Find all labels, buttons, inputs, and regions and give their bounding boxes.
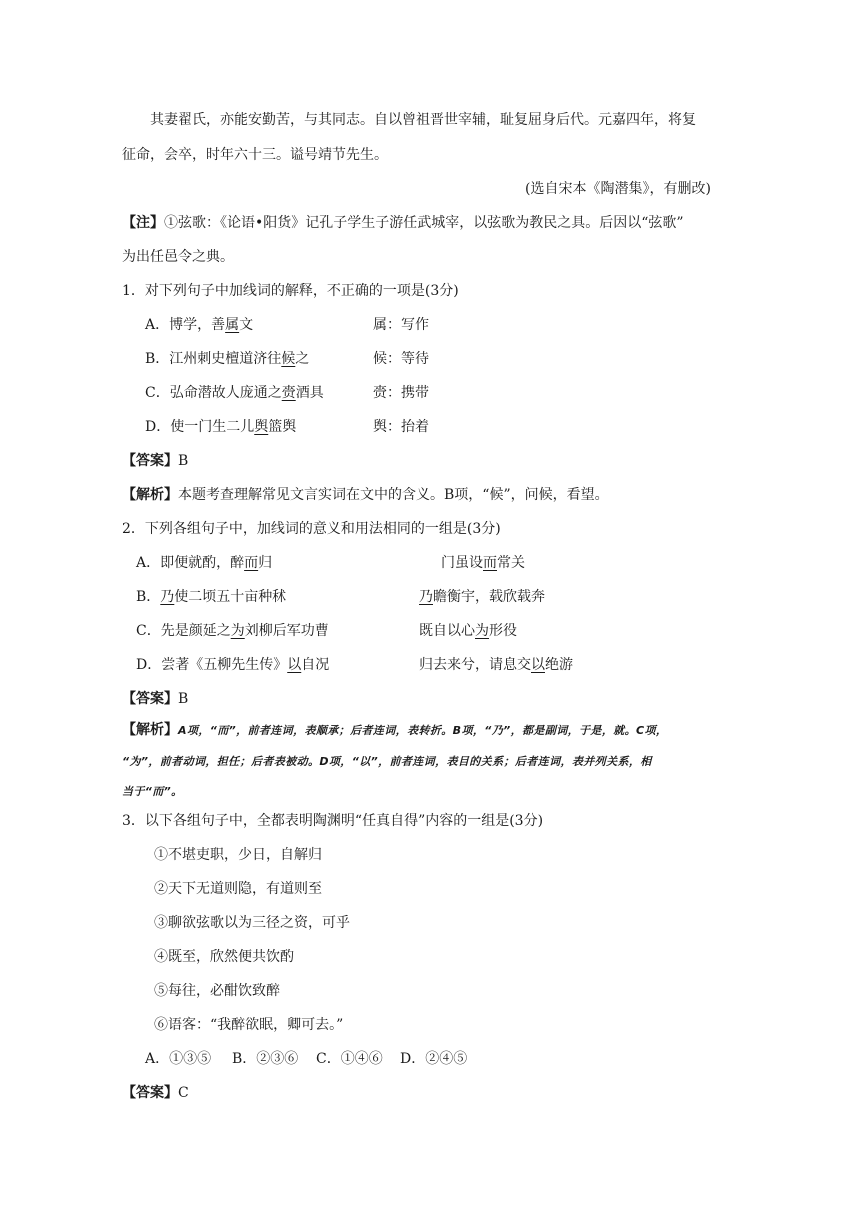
underlined-word: 以 [531,657,545,673]
q2-option-a-left: A．即便就酌，醉而归 [136,555,273,571]
q3-item-4: ④既至，欣然便共饮酌 [154,949,294,965]
q3-stem: 3．以下各组句子中，全都表明陶渊明“任真自得”内容的一组是(3分) [122,813,544,829]
underlined-word: 赍 [281,385,296,401]
underlined-word: 为 [230,623,245,639]
q3-item-5: ⑤每往，必酣饮致醉 [154,983,280,999]
q2-option-a-right: 门虽设而常关 [441,555,525,571]
q3-choice-c: C．①④⑥ [316,1051,383,1067]
analysis-text: A项，“而”，前者连词，表顺承；后者连词，表转折。B项，“乃”，都是副词，于是，就。C项， [178,724,668,737]
note-label: 【注】 [122,215,164,231]
answer-label: 【答案】 [122,691,178,707]
q3-item-6: ⑥语客：“我醉欲眠，卿可去。” [154,1017,344,1033]
underlined-word: 为 [475,623,489,639]
q2-answer [122,689,188,709]
q2-option-c-right: 既自以心为形役 [419,623,517,639]
answer-value: C [178,1085,189,1101]
q2-option-b-right: 乃瞻衡宇，载欣载奔 [419,589,545,605]
q1-option-b: B．江州刺史檀道济往候之 [145,351,310,367]
underlined-word: 乃 [419,589,433,605]
q3-choice-d: D．②④⑤ [400,1051,468,1067]
q3-answer [122,1083,189,1103]
q3-choice-a: A．①③⑤ [145,1051,212,1067]
analysis-text: 本题考查理解常见文言实词在文中的含义。B项，“候”，问候，看望。 [178,487,609,503]
q1-option-a: A．博学，善属文 [145,317,254,333]
note-text: ①弦歌：《论语•阳货》记孔子学生子游任武城宰，以弦歌为教民之具。后因以“弦歌” [164,215,684,231]
q2-option-d-right: 归去来兮，请息交以绝游 [419,657,573,673]
underlined-word: 舆 [254,419,269,435]
q1-analysis [122,485,609,505]
answer-value: B [178,453,189,469]
q1-option-b-gloss: 候：等待 [373,351,429,367]
q3-choice-b: B．②③⑥ [232,1051,299,1067]
passage-line-1: 其妻翟氏，亦能安勤苦，与其同志。自以曾祖晋世宰辅，耻复屈身后代。元嘉四年，将复 [150,112,696,128]
q2-option-d-left: D．尝著《五柳先生传》以自况 [136,657,330,673]
note-line-2: 为出任邑令之典。 [122,249,234,265]
q2-option-b-left: B．乃使二顷五十亩种秫 [136,589,287,605]
passage-line-2: 征命，会卒，时年六十三。谥号靖节先生。 [122,147,388,163]
q2-analysis-line-1 [122,720,667,741]
note-line-1 [122,213,684,233]
analysis-label: 【解析】 [122,487,178,503]
underlined-word: 乃 [160,589,175,605]
passage-source: (选自宋本《陶潜集》，有删改) [525,181,711,197]
q2-analysis-line-3: 当于“而”。 [122,785,183,798]
underlined-word: 而 [244,555,259,571]
q1-option-d-gloss: 舆：抬着 [373,419,429,435]
underlined-word: 候 [281,351,296,367]
q2-option-c-left: C．先是颜延之为刘柳后军功曹 [136,623,329,639]
q3-item-2: ②天下无道则隐，有道则至 [154,881,322,897]
analysis-label: 【解析】 [122,722,178,738]
q1-option-a-gloss: 属：写作 [373,317,429,333]
q1-stem: 1．对下列句子中加线词的解释，不正确的一项是(3分) [122,283,459,299]
underlined-word: 属 [225,317,240,333]
underlined-word: 以 [287,657,302,673]
answer-value: B [178,691,189,707]
q3-item-1: ①不堪吏职，少日，自解归 [154,847,322,863]
q1-answer [122,451,188,471]
q1-option-c-gloss: 赍：携带 [373,385,429,401]
q1-option-d: D．使一门生二儿舆篮舆 [145,419,297,435]
q2-analysis-line-2: “为”，前者动词，担任；后者表被动。D项，“以”，前者连词，表目的关系；后者连词，表并列关系，相 [122,755,652,768]
q3-item-3: ③聊欲弦歌以为三径之资，可乎 [154,915,350,931]
answer-label: 【答案】 [122,453,178,469]
underlined-word: 而 [483,555,497,571]
answer-label: 【答案】 [122,1085,178,1101]
q2-stem: 2．下列各组句子中，加线词的意义和用法相同的一组是(3分) [122,521,501,537]
q1-option-c: C．弘命潜故人庞通之赍酒具 [145,385,324,401]
